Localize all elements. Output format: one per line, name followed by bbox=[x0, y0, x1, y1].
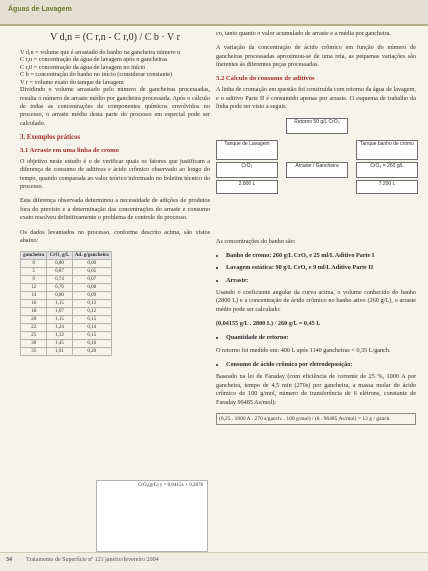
right-column bbox=[216, 30, 416, 425]
table-row bbox=[21, 324, 112, 332]
arraste-text: Usando o coeficiente angular da curva acima, o volume conhecido do banho (2800 L) e a concentração de ácido crômico no banho ativo (260 g/L), o arraste médio pode ser calculado: bbox=[216, 288, 416, 313]
chart bbox=[96, 480, 208, 552]
table-cell: 0 bbox=[21, 260, 47, 268]
table-cell: 0,14 bbox=[72, 324, 111, 332]
process-diagram bbox=[216, 118, 416, 238]
bullet-3: • Arraste: bbox=[226, 277, 416, 285]
table-cell: 0,15 bbox=[72, 332, 111, 340]
chart-note: CrO₃(g/L) y = 0,0415x + 0,2878 bbox=[137, 483, 203, 488]
table-row bbox=[21, 276, 112, 284]
subsection-heading-2: 3.2 Cálculo do consumo de aditivos bbox=[216, 75, 315, 83]
retorno-text: O retorno foi medido em: 400 L após 1140 gancheiras = 0,35 L/ganch. bbox=[216, 346, 391, 354]
right-paragraph-4: As concentrações do banho são: bbox=[216, 237, 296, 245]
table-cell: 16 bbox=[21, 300, 47, 308]
table-cell: 30 bbox=[21, 340, 47, 348]
table-row bbox=[21, 340, 112, 348]
diagram-left-vol: 2.800 L bbox=[216, 180, 278, 194]
table-cell: 1,61 bbox=[47, 348, 72, 356]
variable-3: C r,0 = concentração da água de lavagem no início bbox=[20, 63, 146, 71]
bullet-5: • Consumo de ácido crômico por eletrodeposição: bbox=[226, 361, 416, 369]
table-cell: 0,12 bbox=[72, 308, 111, 316]
header-separator bbox=[0, 24, 428, 26]
left-text-3: Os dados levantados no processo, conforme descrito acima, são vistos abaixo: bbox=[20, 228, 210, 244]
table-cell: 0,80 bbox=[47, 292, 72, 300]
table-cell: 1,45 bbox=[47, 340, 72, 348]
table-cell: 25 bbox=[21, 332, 47, 340]
table-cell: 0,20 bbox=[72, 348, 111, 356]
bullet-list-1 bbox=[216, 252, 416, 285]
bullet-list-3 bbox=[216, 361, 416, 369]
table-cell: 0,00 bbox=[72, 260, 111, 268]
table-cell: 0,00 bbox=[47, 260, 72, 268]
table-cell: 0,74 bbox=[47, 276, 72, 284]
table-cell: 12 bbox=[21, 284, 47, 292]
table-cell: 9 bbox=[21, 276, 47, 284]
left-paragraph: Dividindo o volume arrastado pelo número de gancheiras processadas, resulta o número de arraste médio por gancheira processada. Após o cálculo de todas as concentrações de componentes químicos envolvidos no processo, o arraste médio desta parte do processo em especial pode ser calculado. bbox=[20, 86, 210, 127]
table-header: Ad. g/gancheira bbox=[72, 252, 111, 260]
bullet-4: • Quantidade de retorno: bbox=[226, 334, 416, 342]
right-paragraph-3: A linha de cromação em questão foi construída com retorno da água de lavagem, e o aditivo Parte II é consumido apenas por arraste. O esquema de trabalho da linha pode ser visto a seguir. bbox=[216, 86, 416, 111]
diagram-right-value: CrO₃ = 260 g/L bbox=[356, 162, 418, 178]
table-cell: 0,08 bbox=[72, 284, 111, 292]
table-cell: 1,15 bbox=[47, 316, 72, 324]
arraste-formula: (0,04155 g/L . 2800 L) / 260 g/L = 0,45 L bbox=[216, 320, 321, 328]
left-text: O objetivo neste estudo é o de verificar quais os fatores que justificam a diferença de consumo de aditivos e ácido crômico observado ao longo do tempo, quando comparada ao valor teórico informado no boletim técnico do processo. bbox=[20, 157, 210, 191]
table-cell: 0,05 bbox=[72, 268, 111, 276]
table-cell: 35 bbox=[21, 348, 47, 356]
diagram-left-value: CrO₃ bbox=[216, 162, 278, 178]
right-paragraph: co, tanto quanto o valor acumulado de arraste e a média por gancheira. bbox=[216, 30, 391, 37]
diagram-right-box: Tanque banho de cromo bbox=[356, 140, 418, 160]
table-row bbox=[21, 348, 112, 356]
diagram-right-vol: 7.200 L bbox=[356, 180, 418, 194]
page-header bbox=[0, 0, 428, 26]
table-cell: 22 bbox=[21, 324, 47, 332]
subsection-heading: 3.1 Arraste em uma linha de cromo bbox=[20, 146, 119, 154]
table-cell: 5 bbox=[21, 268, 47, 276]
table-row bbox=[21, 308, 112, 316]
variable-5: V r = volume exato do tanque de lavagem bbox=[20, 78, 124, 86]
page-title: Águas de Lavagem bbox=[8, 6, 72, 13]
table-row bbox=[21, 260, 112, 268]
table-header: gancheira bbox=[21, 252, 47, 260]
page-number: 34 bbox=[6, 557, 12, 563]
table-row bbox=[21, 268, 112, 276]
table-row bbox=[21, 300, 112, 308]
variable-2: C r,n = concentração da água de lavagem após n gancheiras bbox=[20, 56, 168, 64]
table-body bbox=[21, 260, 112, 356]
variable-1: V d,n = volume que é arrastado do banho na gancheira número n bbox=[20, 49, 181, 56]
table-cell: 0,09 bbox=[72, 292, 111, 300]
formula: V d,n = (C r,n - C r,0) / C b · V r bbox=[50, 32, 180, 43]
table-cell: 0,76 bbox=[47, 284, 72, 292]
diagram-top: Retorno 50 g/L CrO₃ bbox=[286, 118, 348, 134]
table-row bbox=[21, 316, 112, 324]
footer-text: Tratamento de Superfície nº 121 janeiro/fevereiro 2004 bbox=[26, 557, 159, 563]
table-row bbox=[21, 284, 112, 292]
table-cell: 20 bbox=[21, 316, 47, 324]
diagram-left-box: Tanque de Lavagem bbox=[216, 140, 278, 160]
table-header: CrO₃ g/L bbox=[47, 252, 72, 260]
data-table bbox=[20, 251, 112, 356]
table-cell: 0,87 bbox=[47, 268, 72, 276]
table-cell: 0,15 bbox=[72, 316, 111, 324]
consumo-text: Baseado na lei de Faraday (com eficiência de corrente de 25 %, 1000 A por gancheira, tempo de 4,5 min (270s) por gancheira, a massa molar do ácido crômico de 100 g/mol, número de transferência de 6 elétrons, constante de Faraday 96485 As/mol): bbox=[216, 373, 416, 406]
bullet-list-2 bbox=[216, 334, 416, 342]
table-cell: 1,24 bbox=[47, 324, 72, 332]
table-cell: 0,13 bbox=[72, 300, 111, 308]
left-column bbox=[20, 30, 210, 356]
table-row bbox=[21, 292, 112, 300]
variable-4: C b = concentração do banho no início (considerar constante) bbox=[20, 71, 173, 79]
bullet-2: • Lavagem estática: 90 g/L CrO₃ e 9 ml/L Aditivo Parte II bbox=[226, 264, 416, 272]
bullet-1: • Banho de cromo: 260 g/L CrO₃ e 25 ml/L Aditivo Parte I bbox=[226, 252, 416, 260]
left-text-2: Esta diferença observada determinou a necessidade de adições de produtos fora do previsto e a determinação das concentrações do arraste e consumo exato resolveu definitivamente o problema de controle do processo. bbox=[20, 197, 210, 222]
table-row bbox=[21, 332, 112, 340]
table-cell: 1,07 bbox=[47, 308, 72, 316]
section-heading: 3. Exemplos práticos bbox=[20, 133, 81, 141]
table-cell: 14 bbox=[21, 292, 47, 300]
table-cell: 0,07 bbox=[72, 276, 111, 284]
formula-box: (0,25 . 1000 A . 270 s/ganch. . 100 g/mol) / (6 . 96485 As/mol) = 12 g / ganch. bbox=[216, 413, 416, 425]
table-cell: 0,16 bbox=[72, 340, 111, 348]
table-cell: 1,32 bbox=[47, 332, 72, 340]
table-cell: 18 bbox=[21, 308, 47, 316]
table-cell: 1,15 bbox=[47, 300, 72, 308]
diagram-middle: Arraste / Gancheira bbox=[286, 162, 348, 178]
footer bbox=[0, 552, 428, 571]
right-paragraph-2: A variação da concentração de ácido crômico em função do número de gancheiras processadas aproximou-se de uma reta, as pequenas variações são inerentes às diferentes peças processadas. bbox=[216, 44, 416, 69]
